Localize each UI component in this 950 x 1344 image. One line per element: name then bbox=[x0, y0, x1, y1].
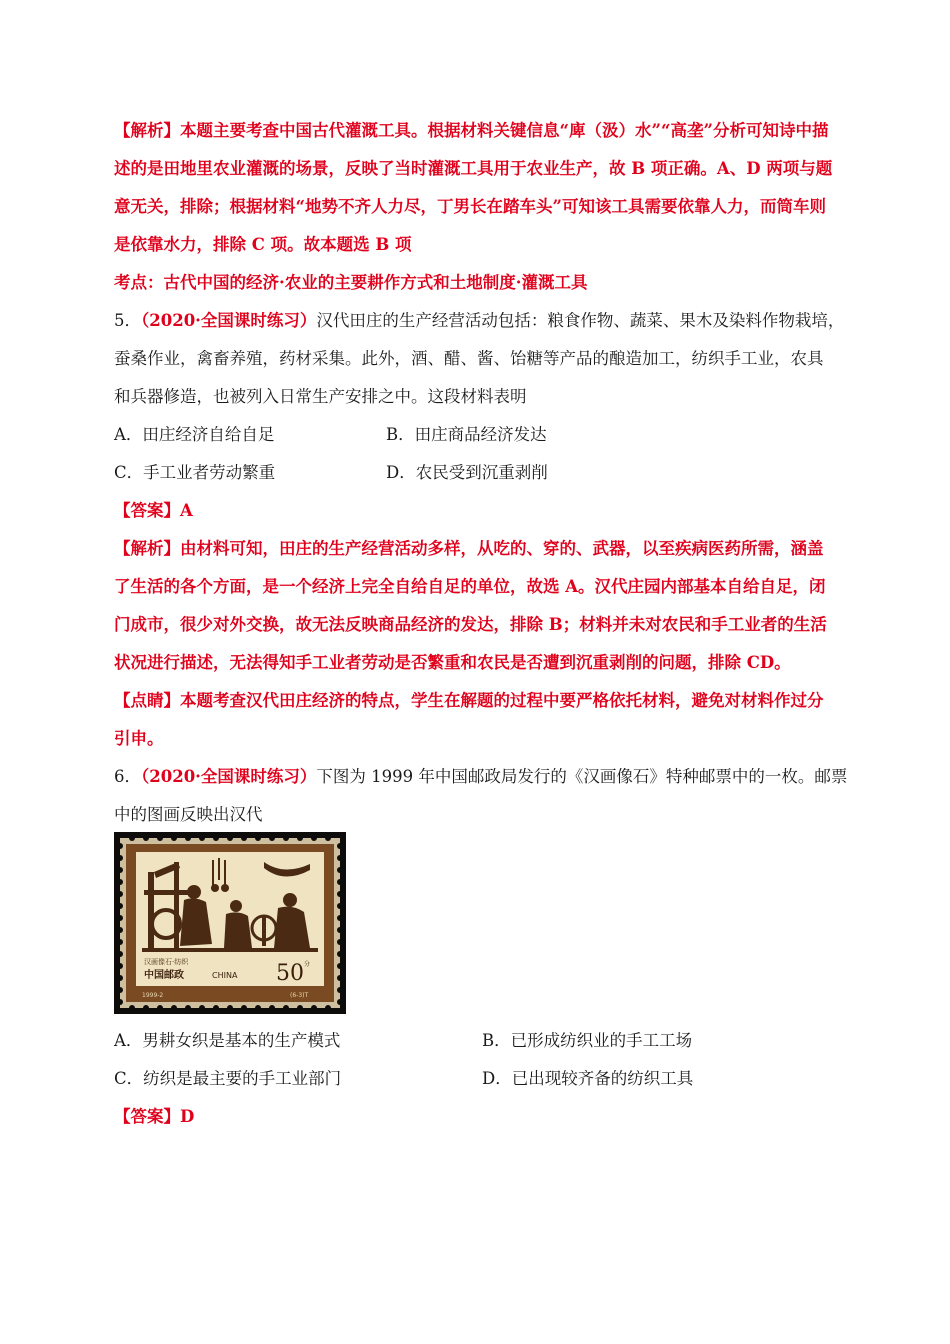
q6-option-b: B．已形成纺织业的手工工场 bbox=[482, 1031, 693, 1050]
q5-answer: 【答案】A bbox=[114, 501, 193, 520]
q5-analysis-line-1: 【解析】由材料可知，田庄的生产经营活动多样，从吃的、穿的、武器，以至疾病医药所需，涵盖 bbox=[114, 539, 824, 558]
stamp-value: 50 bbox=[276, 961, 304, 986]
q6-stem-line-2: 中的图画反映出汉代 bbox=[114, 805, 263, 824]
q6-stem-line-1 bbox=[114, 766, 847, 788]
q5-option-c: C．手工业者劳动繁重 bbox=[114, 463, 276, 482]
q5-dianjing-line-2: 引申。 bbox=[114, 729, 164, 748]
q5-option-d: D．农民受到沉重剥削 bbox=[386, 463, 548, 482]
q6-option-d: D．已出现较齐备的纺织工具 bbox=[482, 1069, 694, 1088]
stamp-code-right: (6-3)T bbox=[290, 992, 309, 999]
q5-analysis-line-4: 状况进行描述，无法得知手工业者劳动是否繁重和农民是否遭到沉重剥削的问题，排除 CD。 bbox=[114, 653, 791, 672]
q4-kaodian: 考点：古代中国的经济·农业的主要耕作方式和土地制度·灌溉工具 bbox=[114, 273, 588, 292]
stamp-country: CHINA bbox=[212, 971, 238, 980]
stamp-unit: 分 bbox=[304, 961, 311, 968]
q4-analysis-line-1: 【解析】本题主要考查中国古代灌溉工具。根据材料关键信息“庳（汲）水”“高垄”分析可知诗中描 bbox=[114, 121, 829, 140]
q5-analysis-line-2: 了生活的各个方面，是一个经济上完全自给自足的单位，故选 A。汉代庄园内部基本自给自足，闭 bbox=[114, 577, 826, 596]
q5-option-b: B．田庄商品经济发达 bbox=[386, 425, 547, 444]
stamp-issuer: 中国邮政 bbox=[144, 970, 184, 981]
q5-dianjing-line-1: 【点睛】本题考查汉代田庄经济的特点，学生在解题的过程中要严格依托材料，避免对材料作过分 bbox=[114, 691, 824, 710]
q6-option-a: A．男耕女织是基本的生产模式 bbox=[114, 1031, 341, 1050]
q5-analysis-line-3: 门成市，很少对外交换，故无法反映商品经济的发达，排除 B；材料并未对农民和手工业者的生活 bbox=[114, 615, 827, 634]
q6-source: （2020·全国课时练习） bbox=[141, 767, 317, 786]
q6-answer: 【答案】D bbox=[114, 1107, 195, 1126]
q6-option-c: C．纺织是最主要的手工业部门 bbox=[114, 1069, 342, 1088]
q5-source: （2020·全国课时练习） bbox=[141, 311, 317, 330]
stamp-image bbox=[114, 832, 346, 1014]
q6-stem-text-1: 下图为 1999 年中国邮政局发行的《汉画像石》特种邮票中的一枚。邮票 bbox=[316, 767, 848, 786]
q4-analysis-line-2: 述的是田地里农业灌溉的场景，反映了当时灌溉工具用于农业生产，故 B 项正确。A、D 两项与题 bbox=[114, 159, 833, 178]
q5-stem-line-3: 和兵器修造，也被列入日常生产安排之中。这段材料表明 bbox=[114, 387, 527, 406]
q4-analysis-line-4: 是依靠水力，排除 C 项。故本题选 B 项 bbox=[114, 235, 412, 254]
stamp-caption: 汉画像石·纺织 bbox=[144, 958, 189, 966]
q5-stem-line-1 bbox=[114, 310, 844, 332]
q5-option-a: A．田庄经济自给自足 bbox=[114, 425, 275, 444]
q6-number: 6． bbox=[114, 767, 141, 786]
q5-number: 5． bbox=[114, 311, 141, 330]
q4-analysis-line-3: 意无关，排除；根据材料“地势不齐人力尽，丁男长在踏车头”可知该工具需要依靠人力，而筒车则 bbox=[114, 197, 826, 216]
stamp-code-left: 1999-2 bbox=[142, 992, 164, 999]
q5-stem-line-2: 蚕桑作业，禽畜养殖，药材采集。此外，酒、醋、酱、饴糖等产品的酿造加工，纺织手工业，农具 bbox=[114, 349, 824, 368]
q5-stem-text-1: 汉代田庄的生产经营活动包括：粮食作物、蔬菜、果木及染料作物栽培， bbox=[316, 311, 845, 330]
